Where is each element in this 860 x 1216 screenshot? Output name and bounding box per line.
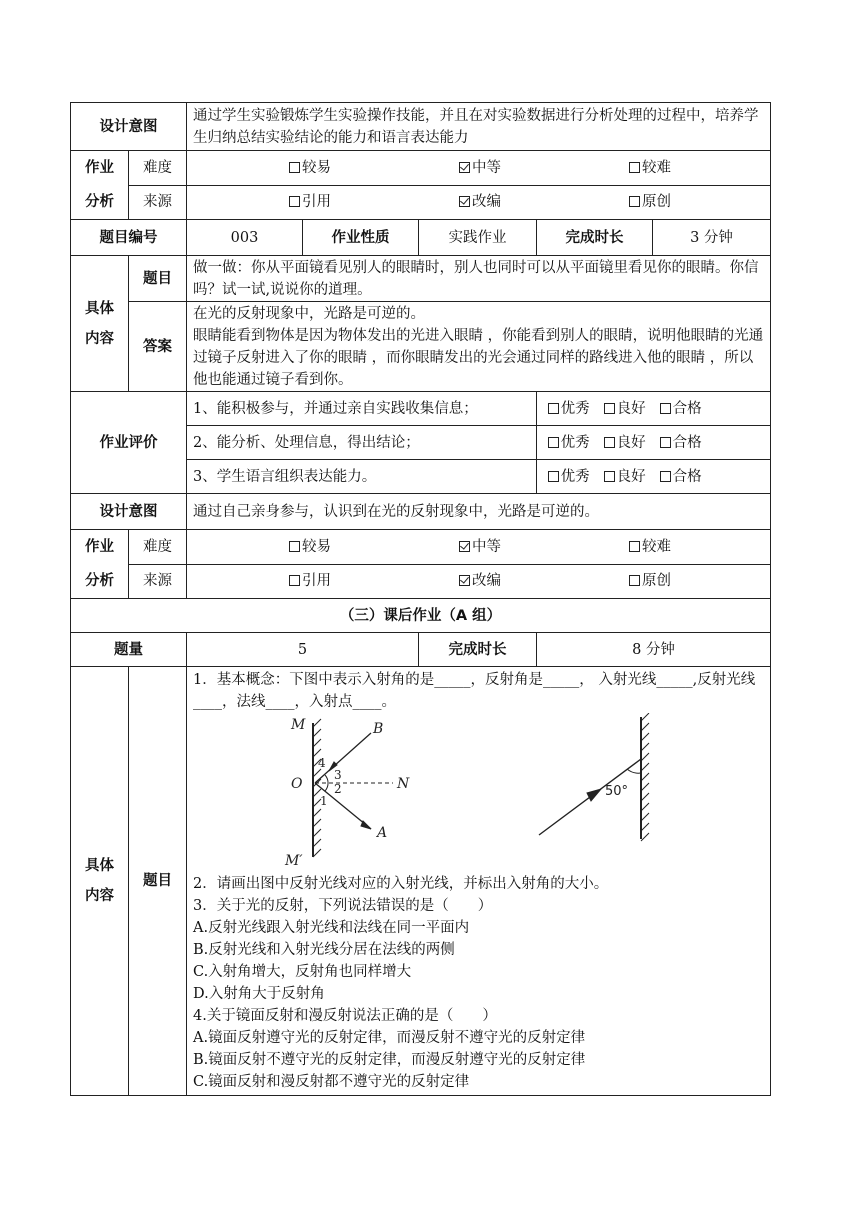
- grade-excellent[interactable]: 优秀: [548, 466, 590, 488]
- option-easy[interactable]: 较易: [289, 157, 459, 179]
- question-3: 3．关于光的反射，下列说法错误的是（ ）: [193, 898, 493, 914]
- checkbox-icon: [289, 575, 300, 586]
- answer-text: 在光的反射现象中，光路是可逆的。 眼睛能看到物体是因为物体发出的光进入眼睛 ，你能看到别人的眼睛，说明他眼睛的光通过镜子反射进入了你的眼睛 ，而你眼睛发出的光会通过同样的路线进入他的眼睛 ，所以他也能通过镜子看到你。: [187, 302, 771, 392]
- section-title: （三）课后作业（A 组）: [71, 599, 771, 633]
- grade-good[interactable]: 良好: [604, 398, 646, 420]
- svg-text:A: A: [377, 825, 388, 841]
- evaluation-grades: [537, 460, 771, 494]
- design-intent-text: 通过自己亲身参与，认识到在光的反射现象中，光路是可逆的。: [187, 494, 771, 530]
- q3-option: D.入射角大于反射角: [193, 986, 325, 1002]
- checkbox-icon: [629, 162, 640, 173]
- grade-good[interactable]: 良好: [604, 432, 646, 454]
- option-medium[interactable]: 中等: [459, 157, 629, 179]
- grade-pass[interactable]: 合格: [660, 466, 702, 488]
- task-type-label: 作业性质: [303, 220, 419, 256]
- svg-text:O: O: [291, 776, 303, 792]
- quantity-value: 5: [187, 633, 419, 667]
- checkbox-icon: [629, 541, 640, 552]
- checkbox-icon: [289, 196, 300, 207]
- q3-option: A.反射光线跟入射光线和法线在同一平面内: [193, 920, 470, 936]
- svg-text:N: N: [397, 776, 410, 792]
- source-options: [187, 185, 771, 220]
- grade-pass[interactable]: 合格: [660, 432, 702, 454]
- arrow-a: [361, 821, 371, 829]
- source-options: [187, 564, 771, 599]
- task-number-label: 题目编号: [71, 220, 187, 256]
- q4-option: B.镜面反射不遵守光的反射定律，而漫反射遵守光的反射定律: [193, 1052, 586, 1068]
- evaluation-grades: [537, 392, 771, 426]
- worksheet: [70, 102, 770, 1096]
- option-original[interactable]: 原创: [629, 191, 671, 213]
- question-label: 题目: [129, 256, 187, 302]
- evaluation-item: 1、能积极参与，并通过亲自实践收集信息；: [187, 392, 537, 426]
- figure-angle-numbers: [318, 756, 342, 808]
- checkbox-icon: [548, 437, 559, 448]
- checked-checkbox-icon: [459, 541, 470, 552]
- evaluation-label: 作业评价: [71, 392, 187, 494]
- question-label: 题目: [129, 667, 187, 1096]
- source-label: 来源: [129, 564, 187, 599]
- time-label: 完成时长: [419, 633, 537, 667]
- checkbox-icon: [548, 403, 559, 414]
- option-medium[interactable]: 中等: [459, 536, 629, 558]
- analysis-group-label: 作业 分析: [71, 151, 129, 220]
- content-group-label: 具体 内容: [71, 667, 129, 1096]
- figures: [193, 713, 764, 873]
- question-2: 2．请画出图中反射光线对应的入射光线，并标出入射角的大小。: [193, 876, 609, 892]
- checkbox-icon: [629, 575, 640, 586]
- svg-text:B: B: [373, 721, 384, 737]
- svg-text:M: M: [291, 717, 306, 733]
- task-time-value: 3 分钟: [653, 220, 771, 256]
- checked-checkbox-icon: [459, 162, 470, 173]
- checkbox-icon: [289, 162, 300, 173]
- angle-50-label: 50°: [605, 784, 629, 799]
- checked-checkbox-icon: [459, 196, 470, 207]
- difficulty-options: [187, 151, 771, 186]
- grade-excellent[interactable]: 优秀: [548, 432, 590, 454]
- svg-text:3: 3: [334, 768, 342, 782]
- evaluation-item: 3、学生语言组织表达能力。: [187, 460, 537, 494]
- quantity-label: 题量: [71, 633, 187, 667]
- q4-option: A.镜面反射遵守光的反射定律，而漫反射不遵守光的反射定律: [193, 1030, 586, 1046]
- difficulty-options: [187, 530, 771, 565]
- option-cite[interactable]: 引用: [289, 191, 459, 213]
- svg-text:1: 1: [320, 794, 328, 808]
- difficulty-label: 难度: [129, 151, 187, 186]
- svg-text:M′: M′: [285, 853, 303, 869]
- content-group-label: 具体 内容: [71, 256, 129, 392]
- question-text: 做一做：你从平面镜看见别人的眼睛时，别人也同时可以从平面镜里看见你的眼睛。你信吗？试一试,说说你的道理。: [187, 256, 771, 302]
- svg-text:4: 4: [318, 756, 326, 770]
- reflection-figures: [193, 713, 773, 873]
- q3-option: C.入射角增大，反射角也同样增大: [193, 964, 412, 980]
- design-intent-text: 通过学生实验锻炼学生实验操作技能，并且在对实验数据进行分析处理的过程中，培养学生归纳总结实验结论的能力和语言表达能力: [187, 103, 771, 151]
- option-cite[interactable]: 引用: [289, 570, 459, 592]
- time-value: 8 分钟: [537, 633, 771, 667]
- homework-design-table: [70, 102, 771, 1096]
- q4-option: C.镜面反射和漫反射都不遵守光的反射定律: [193, 1074, 470, 1090]
- task-number-value: 003: [187, 220, 303, 256]
- question-content: [187, 667, 771, 1096]
- task-type-value: 实践作业: [419, 220, 537, 256]
- design-intent-label: 设计意图: [71, 494, 187, 530]
- task-time-label: 完成时长: [537, 220, 653, 256]
- checkbox-icon: [660, 403, 671, 414]
- grade-pass[interactable]: 合格: [660, 398, 702, 420]
- figure-mirror-labels: [284, 717, 410, 869]
- difficulty-label: 难度: [129, 530, 187, 565]
- checkbox-icon: [548, 471, 559, 482]
- analysis-group-label: 作业 分析: [71, 530, 129, 599]
- checkbox-icon: [660, 437, 671, 448]
- option-adapt[interactable]: 改编: [459, 570, 629, 592]
- checkbox-icon: [604, 471, 615, 482]
- source-label: 来源: [129, 185, 187, 220]
- design-intent-label: 设计意图: [71, 103, 187, 151]
- checkbox-icon: [629, 196, 640, 207]
- q3-option: B.反射光线和入射光线分居在法线的两侧: [193, 942, 455, 958]
- mirror-hatching: [313, 719, 321, 857]
- checked-checkbox-icon: [459, 575, 470, 586]
- checkbox-icon: [604, 437, 615, 448]
- answer-label: 答案: [129, 302, 187, 392]
- question-4: 4.关于镜面反射和漫反射说法正确的是（ ）: [193, 1008, 497, 1024]
- option-hard[interactable]: 较难: [629, 157, 671, 179]
- svg-text:2: 2: [334, 782, 342, 796]
- checkbox-icon: [289, 541, 300, 552]
- evaluation-item: 2、能分析、处理信息，得出结论；: [187, 426, 537, 460]
- option-original[interactable]: 原创: [629, 570, 671, 592]
- reflected-arrow: [587, 789, 601, 801]
- evaluation-grades: [537, 426, 771, 460]
- question-1: 1．基本概念：下图中表示入射角的是_____，反射角是_____， 入射光线_____,反射光线____，法线____，入射点____。: [193, 672, 756, 710]
- figure-reflection-50: [539, 713, 649, 841]
- grade-good[interactable]: 良好: [604, 466, 646, 488]
- option-easy[interactable]: 较易: [289, 536, 459, 558]
- checkbox-icon: [604, 403, 615, 414]
- grade-excellent[interactable]: 优秀: [548, 398, 590, 420]
- checkbox-icon: [660, 471, 671, 482]
- option-hard[interactable]: 较难: [629, 536, 671, 558]
- option-adapt[interactable]: 改编: [459, 191, 629, 213]
- angle-arc-50: [627, 769, 641, 773]
- mirror2-hatching: [641, 713, 649, 841]
